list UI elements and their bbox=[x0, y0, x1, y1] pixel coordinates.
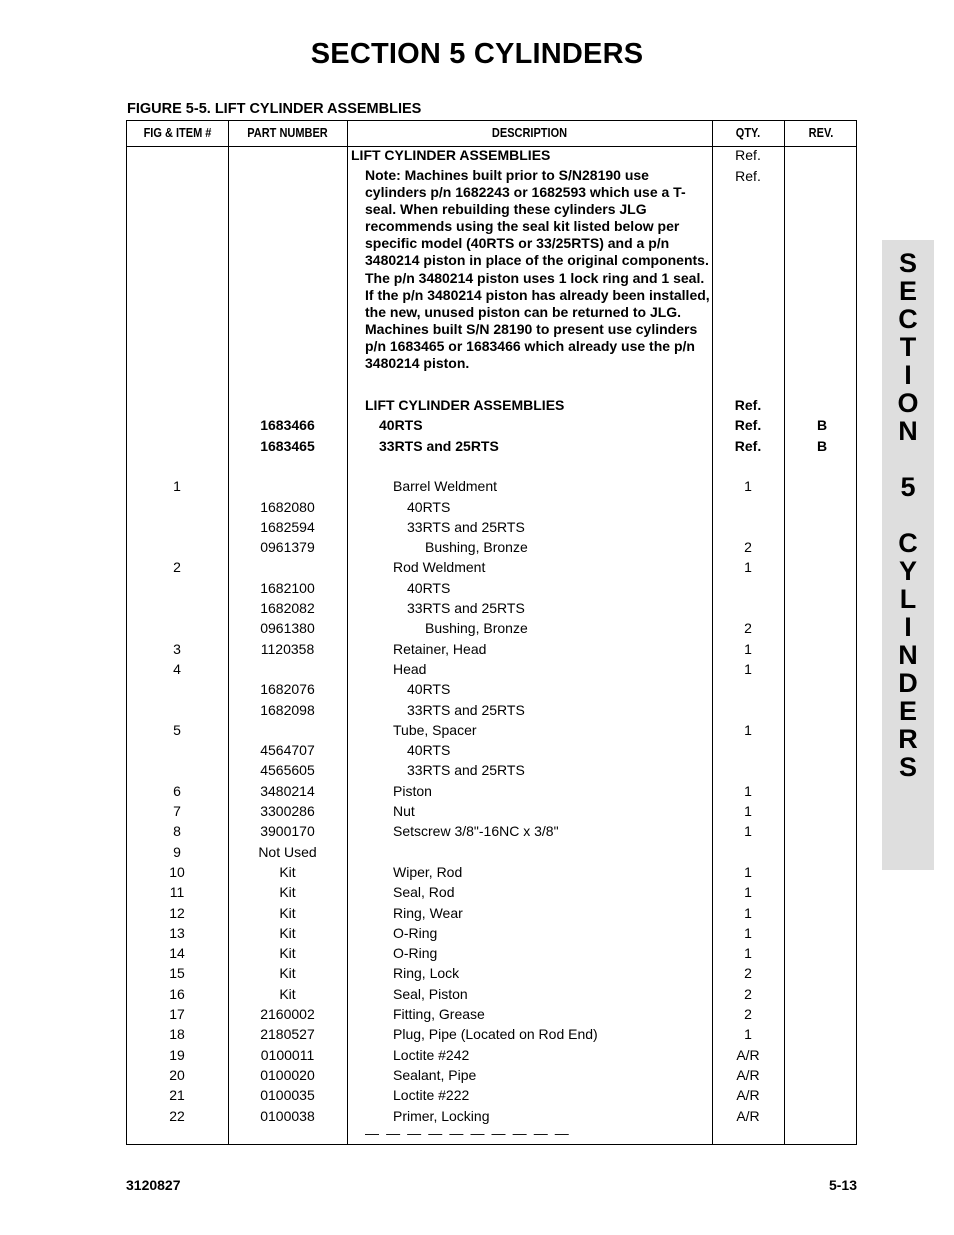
figure-title: FIGURE 5-5. LIFT CYLINDER ASSEMBLIES bbox=[127, 101, 422, 117]
row-description: Seal, Piston bbox=[393, 985, 468, 1002]
side-tab-letter: E bbox=[898, 276, 917, 306]
row-fig-item: 7 bbox=[173, 803, 181, 819]
row-part-number: 0961379 bbox=[260, 539, 315, 556]
row-description: Loctite #242 bbox=[393, 1046, 470, 1063]
side-tab-letter: L bbox=[899, 584, 917, 614]
side-tab-letter: N bbox=[898, 640, 918, 670]
row-part-number: Kit bbox=[279, 884, 296, 901]
side-tab-letter: C bbox=[898, 528, 918, 558]
side-tab-letter: T bbox=[899, 332, 917, 362]
row-fig-item: 12 bbox=[169, 904, 185, 921]
row-description: Bushing, Bronze bbox=[425, 620, 528, 637]
row-part-number: 3300286 bbox=[260, 803, 315, 819]
row-fig-item: 13 bbox=[169, 924, 185, 941]
row-rev: B bbox=[816, 417, 828, 434]
row-qty: 1 bbox=[744, 1026, 752, 1043]
row-qty: Ref. bbox=[734, 437, 762, 454]
row-qty: 1 bbox=[744, 884, 752, 901]
row-qty: A/R bbox=[736, 1107, 760, 1124]
row-description: O-Ring bbox=[393, 945, 438, 962]
row-description: Wiper, Rod bbox=[393, 863, 463, 880]
row-description: 33RTS and 25RTS bbox=[379, 437, 499, 454]
row-part-number: 1682594 bbox=[260, 518, 315, 535]
row-part-number: 4565605 bbox=[260, 762, 315, 779]
end-marker: — — — — — — — — — — bbox=[365, 1125, 571, 1141]
side-tab-letter: E bbox=[898, 696, 917, 726]
row-qty: 1 bbox=[744, 640, 752, 657]
side-tab-letter: R bbox=[898, 724, 918, 754]
row-part-number: 0100011 bbox=[260, 1046, 315, 1063]
row-fig-item: 2 bbox=[173, 559, 181, 576]
row-fig-item: 8 bbox=[173, 823, 181, 840]
row-qty: 2 bbox=[744, 1006, 752, 1022]
row-part-number: Kit bbox=[279, 904, 296, 921]
row-fig-item: 3 bbox=[173, 640, 181, 657]
column-divider bbox=[784, 121, 785, 1144]
header-part-number: PART NUMBER bbox=[247, 126, 328, 140]
row-fig-item: 1 bbox=[173, 478, 181, 495]
row-part-number: 1120358 bbox=[260, 640, 315, 657]
row-qty: 1 bbox=[744, 559, 752, 576]
side-tab-letter: Y bbox=[898, 556, 917, 586]
row-part-number: 1682098 bbox=[260, 701, 315, 718]
row-part-number: Kit bbox=[279, 945, 296, 962]
row-description: Setscrew 3/8"-16NC x 3/8" bbox=[393, 823, 559, 840]
row-description: LIFT CYLINDER ASSEMBLIES bbox=[365, 397, 565, 413]
row-fig-item: 22 bbox=[169, 1107, 185, 1124]
row-part-number: Kit bbox=[279, 965, 296, 982]
row-qty: 1 bbox=[744, 478, 752, 495]
row-description: 33RTS and 25RTS bbox=[407, 600, 525, 616]
row-qty: Ref. bbox=[734, 397, 762, 413]
row-part-number: 0100035 bbox=[260, 1087, 315, 1104]
row-part-number: 0961380 bbox=[260, 620, 315, 637]
row-qty: A/R bbox=[736, 1066, 760, 1083]
row-fig-item: 6 bbox=[173, 782, 181, 799]
section-side-tab bbox=[882, 240, 934, 870]
row-description: Loctite #222 bbox=[393, 1087, 470, 1104]
note-qty: Ref. bbox=[735, 168, 761, 184]
row-part-number: 1683465 bbox=[260, 437, 315, 454]
row-qty: 1 bbox=[744, 721, 752, 738]
row-part-number: 1682082 bbox=[260, 600, 315, 616]
row-description: Nut bbox=[393, 803, 415, 819]
header-rev: REV. bbox=[808, 126, 834, 140]
section-title: SECTION 5 CYLINDERS bbox=[310, 38, 644, 70]
row-part-number: 2160002 bbox=[260, 1006, 315, 1022]
side-tab-letter: I bbox=[904, 612, 912, 642]
row-description: Bushing, Bronze bbox=[425, 539, 528, 556]
header-qty: QTY. bbox=[735, 126, 761, 140]
row-part-number: 1682076 bbox=[260, 681, 315, 698]
document-number: 3120827 bbox=[126, 1177, 181, 1193]
row-qty: A/R bbox=[736, 1087, 760, 1104]
parts-table bbox=[126, 120, 857, 1145]
side-tab-letter: S bbox=[898, 752, 917, 782]
row-fig-item: 5 bbox=[173, 721, 181, 738]
top-entry-description: LIFT CYLINDER ASSEMBLIES bbox=[351, 147, 551, 163]
row-fig-item: 17 bbox=[169, 1006, 185, 1022]
row-qty: 1 bbox=[744, 904, 752, 921]
row-part-number: 0100038 bbox=[260, 1107, 315, 1124]
row-part-number: 1683466 bbox=[260, 417, 315, 434]
row-qty: 2 bbox=[744, 965, 752, 982]
row-qty: 1 bbox=[744, 863, 752, 880]
row-description: Retainer, Head bbox=[393, 640, 487, 657]
row-description: Fitting, Grease bbox=[393, 1006, 485, 1022]
row-description: Primer, Locking bbox=[393, 1107, 490, 1124]
row-qty: 1 bbox=[744, 945, 752, 962]
row-qty: 1 bbox=[744, 924, 752, 941]
row-description: Seal, Rod bbox=[393, 884, 455, 901]
row-fig-item: 20 bbox=[169, 1066, 185, 1083]
row-description: 40RTS bbox=[407, 579, 451, 596]
row-qty: 1 bbox=[744, 660, 752, 677]
row-qty: 2 bbox=[744, 985, 752, 1002]
row-fig-item: 18 bbox=[169, 1026, 185, 1043]
column-divider bbox=[347, 121, 348, 1144]
row-fig-item: 11 bbox=[169, 884, 185, 901]
row-description: Plug, Pipe (Located on Rod End) bbox=[393, 1026, 598, 1043]
row-description: Head bbox=[393, 660, 427, 677]
page-number: 5-13 bbox=[828, 1177, 857, 1193]
row-fig-item: 16 bbox=[169, 985, 185, 1002]
row-description: Tube, Spacer bbox=[393, 721, 477, 738]
row-description: 40RTS bbox=[407, 742, 451, 759]
row-description: 40RTS bbox=[407, 498, 451, 515]
side-tab-letter: N bbox=[898, 416, 918, 446]
row-qty: A/R bbox=[736, 1046, 760, 1063]
side-tab-letter: C bbox=[898, 304, 918, 334]
row-part-number: 4564707 bbox=[260, 742, 315, 759]
row-fig-item: 15 bbox=[169, 965, 185, 982]
row-description: 33RTS and 25RTS bbox=[407, 518, 525, 535]
row-part-number: 3900170 bbox=[260, 823, 315, 840]
row-fig-item: 4 bbox=[173, 660, 181, 677]
row-qty: 1 bbox=[744, 803, 752, 819]
row-description: Sealant, Pipe bbox=[393, 1066, 477, 1083]
row-description: Piston bbox=[393, 782, 432, 799]
row-fig-item: 14 bbox=[169, 945, 185, 962]
row-description: 33RTS and 25RTS bbox=[407, 701, 525, 718]
row-qty: 2 bbox=[744, 620, 752, 637]
header-description: DESCRIPTION bbox=[491, 126, 568, 140]
row-rev: B bbox=[816, 437, 828, 454]
row-part-number: Not Used bbox=[258, 843, 317, 860]
row-description: 33RTS and 25RTS bbox=[407, 762, 525, 779]
row-part-number: Kit bbox=[279, 985, 296, 1002]
side-tab-letter: O bbox=[897, 388, 919, 418]
row-description: Ring, Lock bbox=[393, 965, 460, 982]
side-tab-letter: I bbox=[904, 360, 912, 390]
row-description: 40RTS bbox=[407, 681, 451, 698]
row-description: 40RTS bbox=[379, 417, 423, 434]
row-part-number: 3480214 bbox=[260, 782, 315, 799]
header-fig-item: FIG & ITEM # bbox=[143, 126, 212, 140]
row-fig-item: 19 bbox=[169, 1046, 185, 1063]
row-description: Ring, Wear bbox=[393, 904, 463, 921]
row-description: Barrel Weldment bbox=[393, 478, 498, 495]
row-part-number: 1682080 bbox=[260, 498, 315, 515]
side-tab-letter: 5 bbox=[900, 472, 916, 502]
row-part-number: Kit bbox=[279, 863, 296, 880]
row-qty: 2 bbox=[744, 539, 752, 556]
row-part-number: 1682100 bbox=[260, 579, 315, 596]
row-qty: 1 bbox=[744, 823, 752, 840]
top-entry-qty: Ref. bbox=[735, 147, 761, 163]
side-tab-letter: S bbox=[898, 248, 917, 278]
row-fig-item: 21 bbox=[169, 1087, 185, 1104]
note-text: Note: Machines built prior to S/N28190 use cylinders p/n 1682243 or 1682593 which use a T-seal. When rebuilding these cylinders JLG recommends using the seal kit listed below per specific model (40RTS or 33/25RTS) and a p/n 3480214 piston in place of the original components. The p/n 3480214 piston uses 1 lock ring and 1 seal. If the p/n 3480214 piston has already been installed, the new, unused piston can be returned to JLG. Machines built S/N 28190 to present use cylinders p/n 1683465 or 1683466 which already use the p/n 3480214 piston. bbox=[365, 167, 710, 372]
side-tab-letter: D bbox=[898, 668, 918, 698]
row-fig-item: 10 bbox=[169, 863, 185, 880]
row-description: O-Ring bbox=[393, 924, 438, 941]
row-part-number: 0100020 bbox=[260, 1066, 315, 1083]
row-part-number: Kit bbox=[279, 924, 296, 941]
row-qty: Ref. bbox=[734, 417, 762, 434]
row-description: Rod Weldment bbox=[393, 559, 486, 576]
row-part-number: 2180527 bbox=[260, 1026, 315, 1043]
row-fig-item: 9 bbox=[173, 843, 181, 860]
row-qty: 1 bbox=[744, 782, 752, 799]
